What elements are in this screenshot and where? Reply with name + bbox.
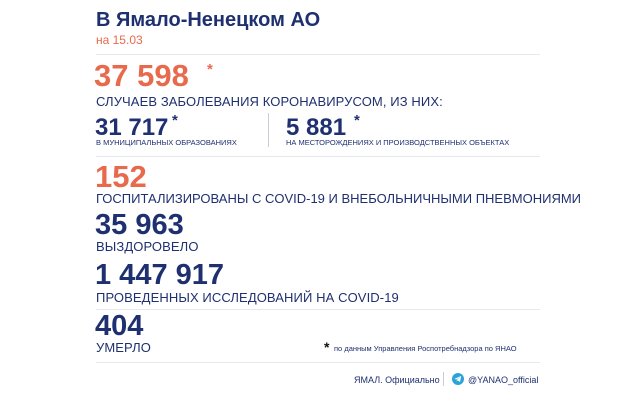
total-cases-star: * [207, 61, 213, 78]
hospitalized-value: 152 [95, 159, 147, 194]
telegram-handle[interactable]: @YANAO_official [468, 375, 539, 385]
recovered-caption: ВЫЗДОРОВЕЛО [96, 239, 199, 254]
total-cases-caption: СЛУЧАЕВ ЗАБОЛЕВАНИЯ КОРОНАВИРУСОМ, ИЗ НИХ: [96, 94, 443, 109]
municipal-cases-value: 31 717 [95, 114, 169, 141]
municipal-cases-star: * [172, 112, 178, 129]
fields-cases-value: 5 881 [286, 114, 347, 141]
deaths-value: 404 [95, 310, 144, 342]
report-date: на 15.03 [96, 33, 143, 47]
column-divider [268, 113, 269, 147]
recovered-value: 35 963 [95, 209, 184, 241]
municipal-cases-caption: В МУНИЦИПАЛЬНЫХ ОБРАЗОВАНИЯХ [96, 138, 237, 147]
footer-separator [443, 372, 444, 386]
footer-divider [96, 362, 540, 363]
section-divider-2 [96, 309, 540, 310]
total-cases-value: 37 598 [94, 58, 189, 93]
hospitalized-caption: ГОСПИТАЛИЗИРОВАНЫ С COVID-19 И ВНЕБОЛЬНИЧНЫМИ ПНЕВМОНИЯМИ [96, 191, 582, 206]
brand-label: ЯМАЛ. Официально [354, 375, 440, 385]
tests-value: 1 447 917 [95, 259, 225, 291]
fields-cases-star: * [354, 112, 360, 129]
page-title: В Ямало-Ненецком АО [96, 9, 321, 31]
deaths-caption: УМЕРЛО [96, 340, 151, 355]
footnote-star: * [324, 339, 330, 355]
telegram-icon[interactable] [452, 373, 464, 385]
section-divider-1 [96, 156, 540, 157]
footnote-text: по данным Управления Роспотребнадзора по ЯНАО [334, 344, 517, 353]
tests-caption: ПРОВЕДЕННЫХ ИССЛЕДОВАНИЙ НА COVID-19 [96, 290, 399, 305]
fields-cases-caption: НА МЕСТОРОЖДЕНИЯХ И ПРОИЗВОДСТВЕННЫХ ОБЪЕКТАХ [286, 138, 510, 147]
top-divider [96, 54, 540, 55]
